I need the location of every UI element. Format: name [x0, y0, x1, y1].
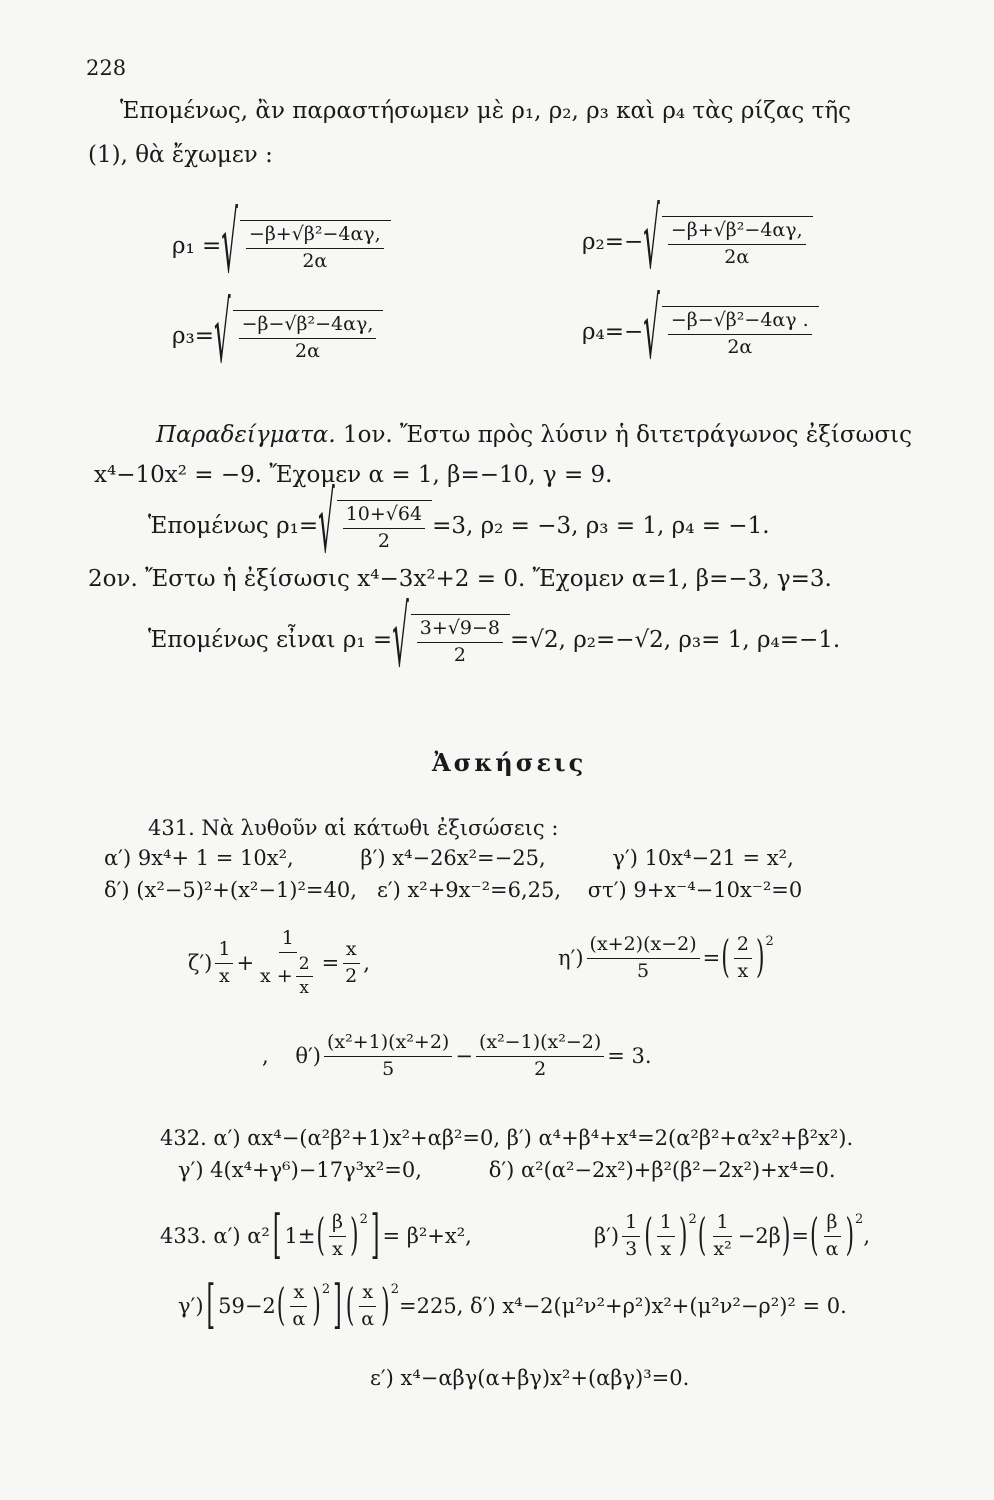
- root-4-label: ρ₄=−: [582, 319, 644, 346]
- examples-title: Παραδείγματα.: [156, 422, 336, 448]
- h-den: 5: [637, 959, 650, 982]
- root-3-denominator: 2α: [295, 339, 320, 362]
- e433-a-sq: 2: [359, 1212, 368, 1227]
- root-4-denominator: 2α: [727, 335, 753, 358]
- example-2-result: [148, 592, 841, 689]
- e433-g-x: x: [290, 1282, 307, 1307]
- e433-g-x-2: x: [359, 1282, 376, 1307]
- intro-line-2: (1), θὰ ἔχωμεν :: [88, 142, 273, 168]
- e433-b-x2: x²: [713, 1237, 732, 1260]
- exercise-431-row-2: δ′) (x²−5)²+(x²−1)²=40, ε′) x²+9x⁻²=6,25, στ′) 9+x⁻⁴−10x⁻²=0: [104, 878, 803, 902]
- root-4-radical: √ $\frac{\text{−β−√β²−4αγ .}}{2\alpha}$: [643, 306, 818, 359]
- example-2-result-label: Ἑπομένως εἶναι ρ₁ =: [148, 627, 393, 654]
- e433-a-x: x: [332, 1237, 343, 1260]
- exercise-431-z: [188, 928, 370, 999]
- exercise-431-h: η′) $\frac{(x+2)(x-2)}{5}$ = ( $\frac{2}{x}$ ) $^2$: [558, 933, 774, 984]
- root-1-label: ρ₁ =: [172, 233, 222, 260]
- z-plus: +: [236, 951, 255, 976]
- e433-b-label: β′): [594, 1224, 620, 1249]
- exercise-431-z-label: ζ′): [188, 951, 213, 976]
- exercise-431-th-label: , θ′): [262, 1044, 321, 1069]
- example-2-numerator: 3+√9−8: [417, 618, 503, 643]
- e433-b-three: 3: [625, 1237, 638, 1260]
- e433-g-alpha: α: [292, 1307, 306, 1330]
- root-4-numerator: −β−√β²−4αγ .: [668, 310, 812, 335]
- root-3-label: ρ₃=: [172, 323, 215, 350]
- example-1-equation: x⁴−10x² = −9. Ἔχομεν α = 1, β=−10, γ = 9.: [94, 462, 613, 488]
- e433-g-tail: =225, δ′) x⁴−2(μ²ν²+ρ²)x²+(μ²ν²−ρ²)² = 0.: [399, 1294, 847, 1319]
- e433-b-x: x: [660, 1237, 672, 1260]
- z-two: 2: [296, 955, 313, 978]
- e433-g-sq: 2: [321, 1282, 331, 1297]
- e433-b-one: 1: [622, 1212, 640, 1237]
- exercises-heading: Ἀσκήσεις: [432, 748, 587, 777]
- exercise-433-e: ε′) x⁴−αβγ(α+βγ)x²+(αβγ)³=0.: [370, 1366, 690, 1390]
- root-3: [172, 288, 383, 385]
- root-3-radical: √ $\frac{\text{−β−√β²−4αγ,}}{2\alpha}$: [214, 310, 383, 363]
- example-1-result: [148, 478, 770, 575]
- example-1-numerator: 10+√64: [343, 504, 425, 529]
- h-two: 2: [734, 934, 752, 959]
- exercise-431-row-1: α′) 9x⁴+ 1 = 10x², β′) x⁴−26x²=−25, γ′) 10x⁴−21 = x²,: [104, 846, 794, 870]
- root-1-radical: √ $\frac{\text{−β+√β²−4αγ,}}{2\alpha}$: [221, 220, 390, 273]
- root-4: [582, 284, 819, 381]
- e433-b-sq-2: 2: [855, 1212, 864, 1227]
- th-tail: = 3.: [607, 1044, 652, 1069]
- root-2-numerator: −β+√β²−4αγ,: [668, 220, 806, 245]
- e433-a-tail: = β²+x²,: [382, 1224, 472, 1249]
- e433-g-label: γ′): [178, 1294, 204, 1319]
- e433-a-in: 1±: [284, 1224, 316, 1249]
- e433-b-one-2: 1: [657, 1212, 675, 1237]
- th-den-1: 5: [382, 1057, 395, 1080]
- e433-a-label: 433. α′) α²: [160, 1224, 270, 1249]
- example-2-result-tail: =√2, ρ₂=−√2, ρ₃= 1, ρ₄=−1.: [510, 627, 841, 654]
- e433-g-in: 59−2: [218, 1294, 276, 1319]
- e433-b-tail: ,: [863, 1224, 871, 1249]
- h-x: x: [737, 959, 749, 982]
- z-tail: ,: [363, 951, 370, 976]
- root-3-numerator: −β−√β²−4αγ,: [239, 314, 377, 339]
- th-num-2: (x²−1)(x²−2): [476, 1032, 604, 1057]
- root-1-denominator: 2α: [302, 249, 328, 272]
- root-1-numerator: −β+√β²−4αγ,: [246, 224, 384, 249]
- example-2-intro: 2ον. Ἔστω ἡ ἐξίσωσις x⁴−3x²+2 = 0. Ἔχομεν α=1, β=−3, γ=3.: [88, 566, 832, 592]
- e433-g-sq-2: 2: [390, 1282, 400, 1297]
- intro-line-1: Ἑπομένως, ἂν παραστήσωμεν μὲ ρ₁, ρ₂, ρ₃ καὶ ρ₄ τὰς ρίζας τῆς: [120, 98, 851, 124]
- th-den-2: 2: [534, 1057, 547, 1080]
- z-eq: =: [321, 951, 340, 976]
- exercise-432-row-2: γ′) 4(x⁴+γ⁶)−17γ³x²=0, δ′) α²(α²−2x²)+β²(β²−2x²)+x⁴=0.: [178, 1158, 836, 1182]
- example-1-intro: 1ον. Ἔστω πρὸς λύσιν ἡ διτετράγωνος ἐξίσωσις: [342, 422, 912, 448]
- page-number: 228: [86, 56, 127, 80]
- h-sq: 2: [765, 934, 774, 949]
- e433-b-beta: β: [824, 1212, 841, 1237]
- exercise-431-intro: 431. Νὰ λυθοῦν αἱ κάτωθι ἐξισώσεις :: [148, 816, 559, 840]
- e433-g-alpha-2: α: [361, 1307, 375, 1330]
- th-num-1: (x²+1)(x²+2): [324, 1032, 452, 1057]
- examples-intro: [156, 422, 912, 448]
- e433-b-one-3: 1: [713, 1212, 731, 1237]
- example-1-result-tail: =3, ρ₂ = −3, ρ₃ = 1, ρ₄ = −1.: [432, 513, 770, 540]
- example-1-denominator: 2: [377, 529, 390, 552]
- e433-b-mid: −2β: [737, 1224, 781, 1249]
- example-2-radical: √ $\frac{3+√9-8}{2}$: [392, 614, 510, 667]
- exercise-433-a: 433. α′) α² [ 1± ( $\frac{\beta}{x}$ ) $^2$ ] = β²+x²,: [160, 1206, 472, 1267]
- th-minus: −: [455, 1044, 473, 1069]
- example-2-denominator: 2: [453, 643, 466, 666]
- z-one-2: 1: [279, 928, 297, 953]
- z-x-2: x: [299, 978, 309, 999]
- e433-b-sq: 2: [688, 1212, 697, 1227]
- e433-b-alpha: α: [825, 1237, 839, 1260]
- root-2-denominator: 2α: [724, 245, 750, 268]
- root-2-radical: √ $\frac{\text{−β+√β²−4αγ,}}{2\alpha}$: [643, 216, 812, 269]
- root-2-label: ρ₂=−: [582, 229, 644, 256]
- exercise-431-th: [262, 1032, 652, 1081]
- z-x: x: [219, 964, 230, 987]
- exercise-432-row-1: 432. α′) αx⁴−(α²β²+1)x²+αβ²=0, β′) α⁴+β⁴+x⁴=2(α²β²+α²x²+β²x²).: [160, 1126, 854, 1150]
- example-1-result-label: Ἑπομένως ρ₁=: [148, 513, 319, 540]
- z-xplus: x +: [260, 964, 293, 987]
- exercise-433-g: γ′) [ 59−2 ( $\frac{x}{\alpha}$ ) $^2$ ] ( $\frac{x}{\alpha}$ ) $^2$ =225, δ′) x⁴−2(μ²ν²+ρ²)x²+(μ²ν²−ρ²)² = 0.: [178, 1276, 847, 1337]
- exercise-433-b: β′) $\frac{1}{3}$ ( $\frac{1}{x}$ ) $^2$ ( $\frac{1}{\text{x²}}$ −2β ) = ( $\frac{\beta}{\alpha}$ ) $^2$ ,: [594, 1211, 871, 1262]
- e433-b-eq: =: [791, 1224, 810, 1249]
- e433-a-beta: β: [329, 1212, 346, 1237]
- root-1: [172, 198, 391, 295]
- z-one: 1: [215, 939, 233, 964]
- exercise-431-h-label: η′): [558, 946, 584, 971]
- h-num: (x+2)(x−2): [587, 934, 700, 959]
- root-2: [582, 194, 813, 291]
- z-rhs-x: x: [343, 939, 360, 964]
- h-eq: =: [702, 946, 721, 971]
- example-1-radical: √ $\frac{10+√64}{2}$: [318, 500, 432, 553]
- z-rhs-den: 2: [345, 964, 358, 987]
